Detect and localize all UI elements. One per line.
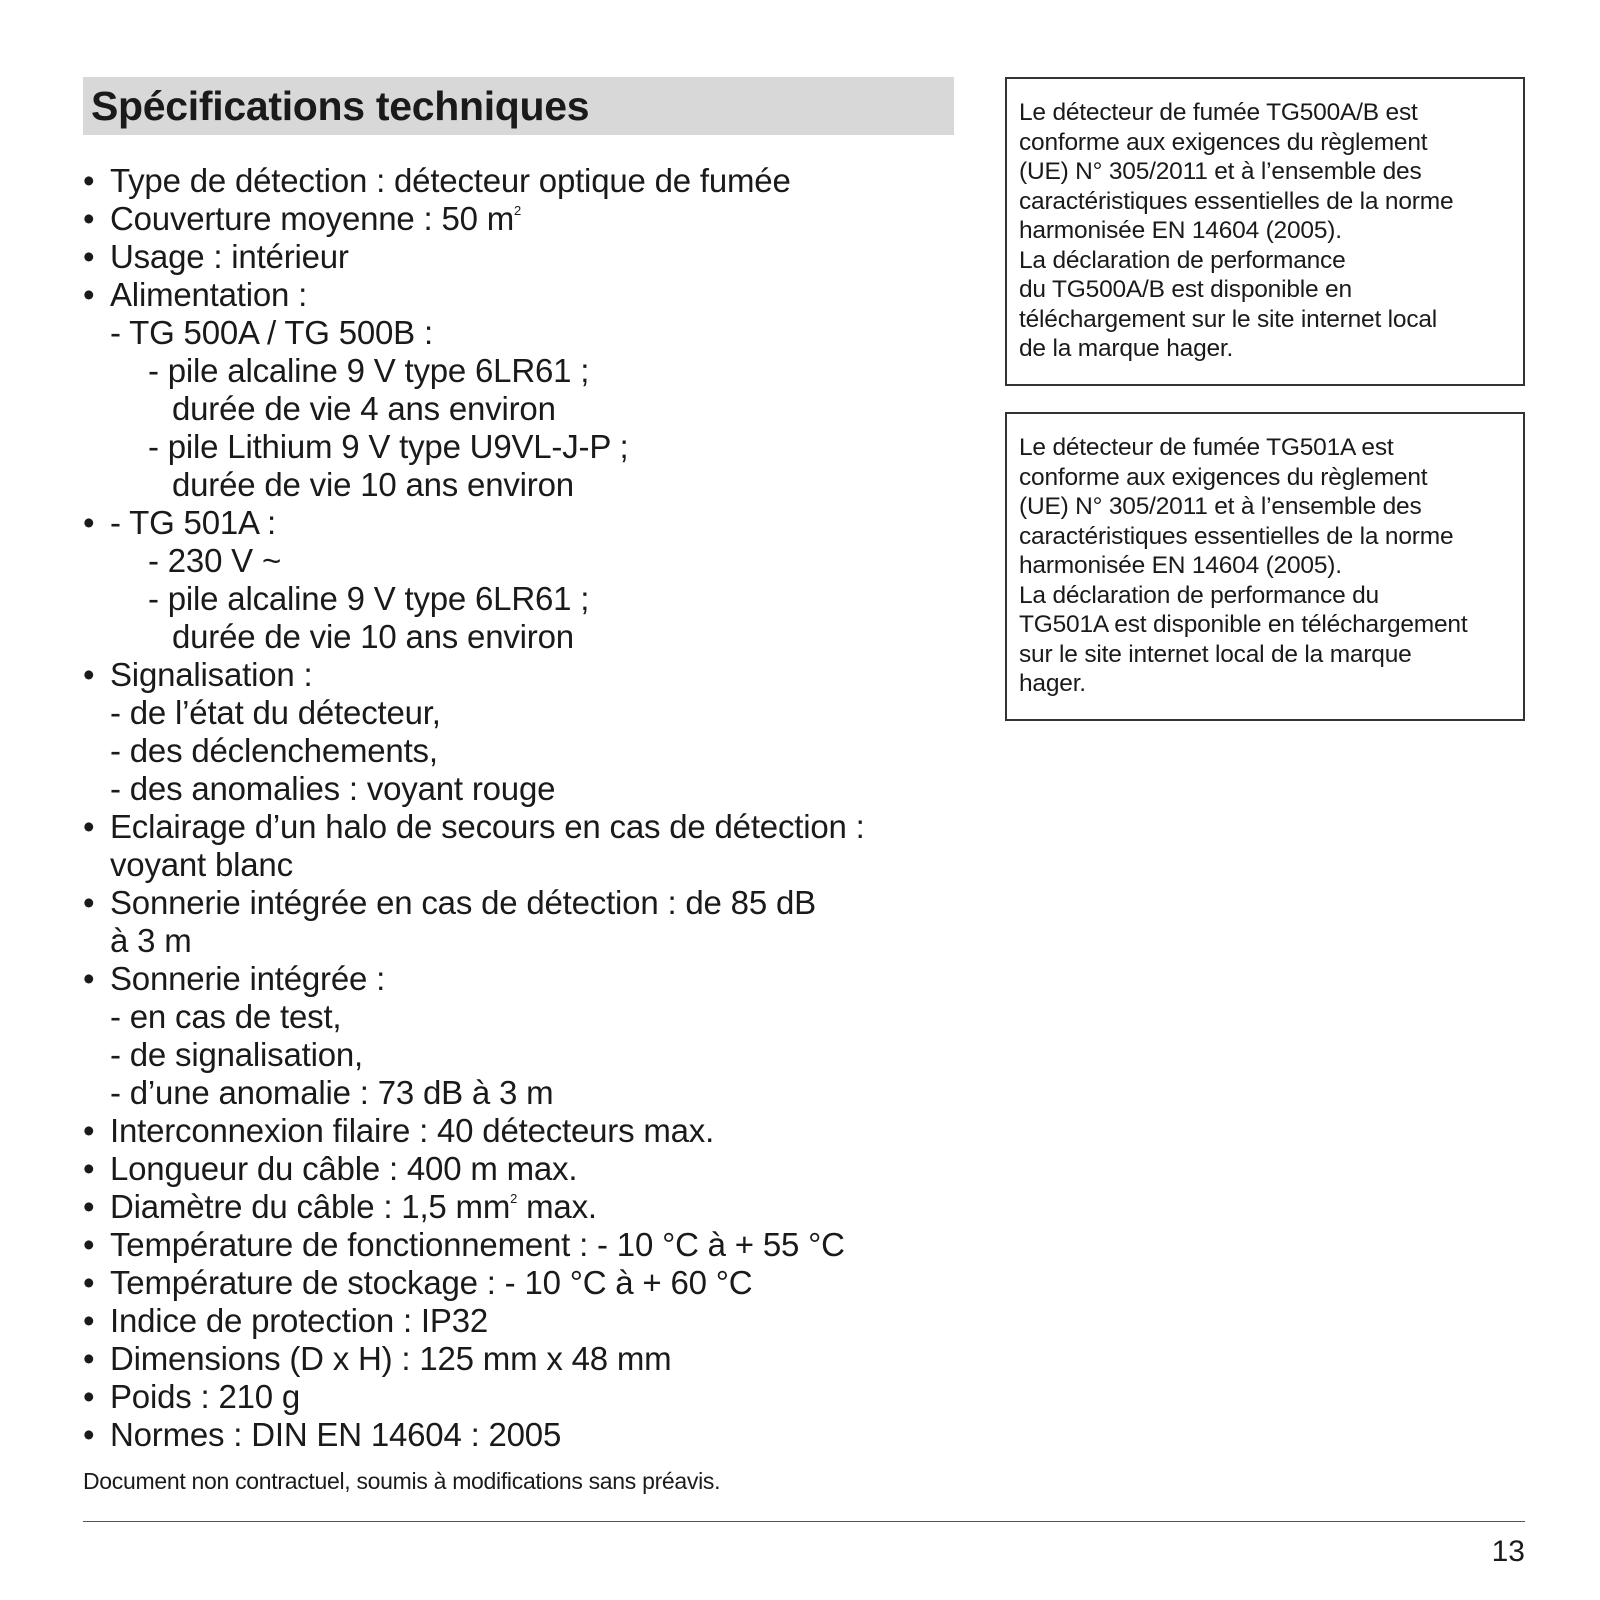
spec-text: Type de détection : détecteur optique de fumée	[110, 162, 791, 199]
bullet-icon: •	[83, 1112, 95, 1149]
spec-text: Normes : DIN EN 14604 : 2005	[110, 1416, 562, 1453]
spec-text: - TG 501A :	[110, 504, 276, 541]
bullet-icon: •	[83, 1226, 95, 1263]
spec-temp-fonctionnement	[83, 1226, 963, 1264]
bullet-icon: •	[83, 1378, 95, 1415]
spec-list	[83, 162, 963, 1454]
superscript: 2	[510, 1191, 518, 1206]
bullet-icon: •	[83, 1340, 95, 1377]
box-line: de la marque hager.	[1019, 335, 1234, 362]
conformity-box-tg501	[1005, 412, 1525, 721]
spec-signalisation	[83, 656, 963, 694]
bullet-icon: •	[83, 504, 95, 541]
box-line: caractéristiques essentielles de la norme	[1019, 522, 1454, 550]
box-line: Le détecteur de fumée TG501A est	[1019, 434, 1394, 461]
spec-sub-item: - de signalisation,	[110, 1036, 364, 1073]
box-line: (UE) N° 305/2011 et à l’ensemble des	[1019, 158, 1422, 185]
bullet-icon: •	[83, 1150, 95, 1187]
bullet-icon: •	[83, 238, 95, 275]
box-line: (UE) N° 305/2011 et à l’ensemble des	[1019, 493, 1422, 520]
spec-sub-item: - pile alcaline 9 V type 6LR61 ;	[148, 352, 590, 389]
spec-sub-item: durée de vie 10 ans environ	[172, 618, 574, 655]
box-line: téléchargement sur le site internet local	[1019, 305, 1438, 333]
box-line: du TG500A/B est disponible en	[1019, 276, 1352, 303]
spec-usage	[83, 238, 963, 276]
box-line: conforme aux exigences du règlement	[1019, 128, 1428, 156]
footer-divider	[83, 1521, 1525, 1522]
bullet-icon: •	[83, 1188, 95, 1225]
spec-sub-item: - en cas de test,	[110, 998, 342, 1035]
spec-text: Alimentation :	[110, 276, 308, 313]
spec-sub-item: - d’une anomalie : 73 dB à 3 m	[110, 1074, 554, 1111]
spec-sub-item: - 230 V ~	[148, 542, 282, 579]
spec-detection	[83, 162, 963, 200]
spec-normes	[83, 1416, 963, 1454]
spec-temp-stockage	[83, 1264, 963, 1302]
spec-sonnerie-detection	[83, 884, 963, 922]
spec-text: Couverture moyenne : 50 m	[110, 200, 515, 237]
spec-sonnerie	[83, 960, 963, 998]
spec-text: Interconnexion filaire : 40 détecteurs max.	[110, 1112, 715, 1149]
bullet-icon: •	[83, 200, 95, 237]
box-line: sur le site internet local de la marque	[1019, 640, 1412, 668]
disclaimer: Document non contractuel, soumis à modifications sans préavis.	[83, 1468, 721, 1494]
spec-dimensions	[83, 1340, 963, 1378]
bullet-icon: •	[83, 656, 95, 693]
spec-coverage	[83, 200, 963, 238]
box-line: La déclaration de performance	[1019, 246, 1346, 274]
spec-text: Eclairage d’un halo de secours en cas de détection :	[110, 808, 865, 845]
spec-sub-item: durée de vie 10 ans environ	[172, 466, 574, 503]
spec-text: Usage : intérieur	[110, 238, 349, 275]
spec-text: Diamètre du câble : 1,5 mm	[110, 1188, 511, 1225]
spec-text: Poids : 210 g	[110, 1378, 301, 1415]
page-title: Spécifications techniques	[91, 83, 590, 129]
spec-alimentation	[83, 276, 963, 314]
bullet-icon: •	[83, 808, 95, 845]
spec-continuation: à 3 m	[110, 922, 192, 959]
spec-text: Sonnerie intégrée en cas de détection : de 85 dB	[110, 884, 816, 921]
spec-text-tail: max.	[517, 1188, 597, 1225]
bullet-icon: •	[83, 1264, 95, 1301]
spec-text: Dimensions (D x H) : 125 mm x 48 mm	[110, 1340, 672, 1377]
spec-text: Température de stockage : - 10 °C à + 60 °C	[110, 1264, 753, 1301]
spec-sub-item: durée de vie 4 ans environ	[172, 390, 556, 427]
bullet-icon: •	[83, 884, 95, 921]
box-line: caractéristiques essentielles de la norme	[1019, 187, 1454, 215]
spec-sub-item: - des anomalies : voyant rouge	[110, 770, 556, 807]
box-line: hager.	[1019, 670, 1086, 697]
page-number: 13	[1491, 1535, 1525, 1568]
spec-eclairage	[83, 808, 963, 846]
spec-text: Température de fonctionnement : - 10 °C à + 55 °C	[110, 1226, 845, 1263]
spec-tg501	[83, 504, 963, 542]
spec-indice	[83, 1302, 963, 1340]
spec-text: Longueur du câble : 400 m max.	[110, 1150, 578, 1187]
spec-text: Signalisation :	[110, 656, 313, 693]
spec-sub-item: - des déclenchements,	[110, 732, 438, 769]
box-line: conforme aux exigences du règlement	[1019, 463, 1428, 491]
bullet-icon: •	[83, 1302, 95, 1339]
spec-sub-item: - pile Lithium 9 V type U9VL-J-P ;	[148, 428, 629, 465]
bullet-icon: •	[83, 276, 95, 313]
spec-sub-item: - pile alcaline 9 V type 6LR61 ;	[148, 580, 590, 617]
spec-continuation: voyant blanc	[110, 846, 293, 883]
conformity-box-tg500	[1005, 77, 1525, 386]
box-line: Le détecteur de fumée TG500A/B est	[1019, 99, 1418, 126]
bullet-icon: •	[83, 162, 95, 199]
bullet-icon: •	[83, 1416, 95, 1453]
spec-diametre	[83, 1188, 963, 1226]
superscript: 2	[514, 203, 522, 218]
spec-longueur	[83, 1150, 963, 1188]
spec-text: Indice de protection : IP32	[110, 1302, 489, 1339]
spec-interconnexion	[83, 1112, 963, 1150]
box-line: La déclaration de performance du	[1019, 581, 1379, 609]
spec-sub-item: - de l’état du détecteur,	[110, 694, 441, 731]
box-line: harmonisée EN 14604 (2005).	[1019, 552, 1342, 579]
spec-text: Sonnerie intégrée :	[110, 960, 386, 997]
box-line: harmonisée EN 14604 (2005).	[1019, 217, 1342, 244]
title-bar	[83, 77, 954, 135]
spec-poids	[83, 1378, 963, 1416]
box-line: TG501A est disponible en téléchargement	[1019, 611, 1468, 638]
spec-sub-item: - TG 500A / TG 500B :	[110, 314, 433, 351]
bullet-icon: •	[83, 960, 95, 997]
